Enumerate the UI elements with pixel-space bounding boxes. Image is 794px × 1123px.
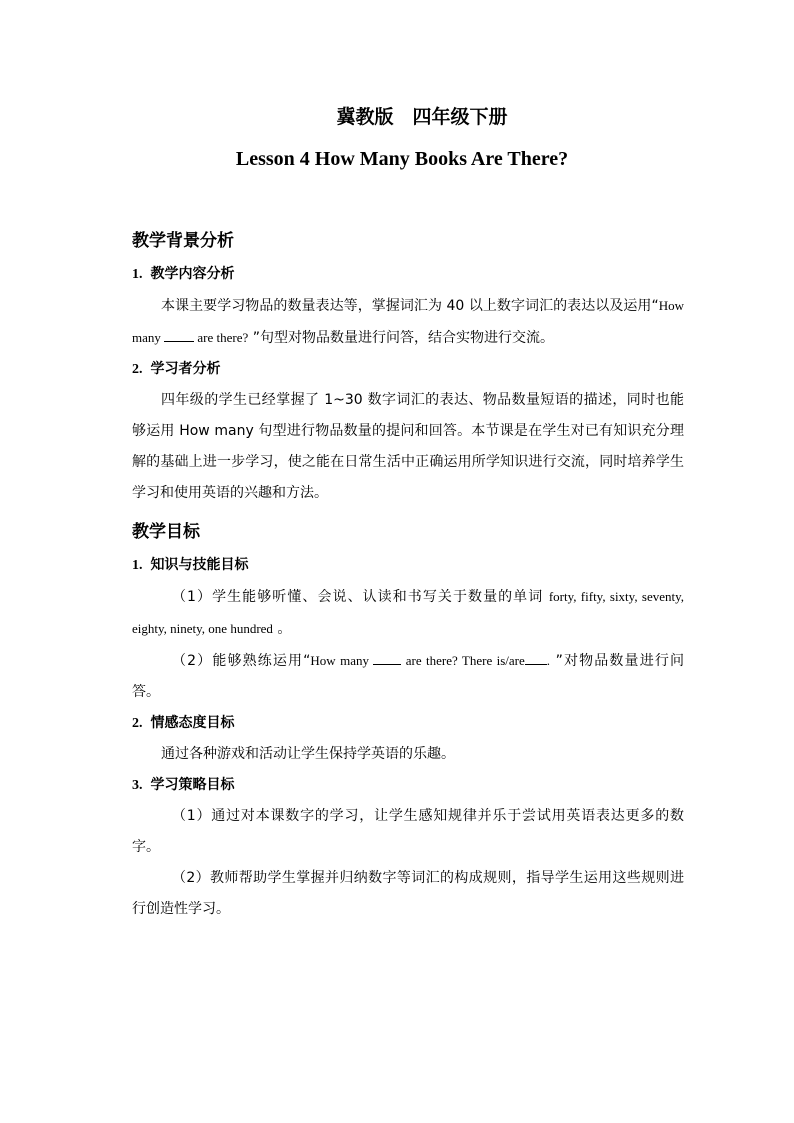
paragraph-strategy-1: （1）通过对本课数字的学习，让学生感知规律并乐于尝试用英语表达更多的数字。 — [132, 808, 684, 855]
paragraph-attitude: 通过各种游戏和活动让学生保持学英语的乐趣。 — [161, 746, 455, 762]
paragraph-text-en: . — [546, 653, 551, 668]
sub-heading-content-analysis — [132, 259, 684, 290]
paragraph-text: ”句型对物品数量进行问答，结合实物进行交流。 — [248, 330, 554, 346]
paragraph-text-en: How many — [132, 298, 684, 345]
document-title-cn: 冀教版 四年级下册 — [336, 106, 508, 128]
sub-heading-strategy — [132, 770, 684, 801]
paragraph-strategy-2: （2）教师帮助学生掌握并归纳数字等词汇的构成规则，指导学生运用这些规则进行创造性学习。 — [132, 870, 684, 917]
paragraph-text-en: forty, fifty, sixty, seventy, eighty, ninety, one hundred — [132, 589, 684, 636]
paragraph-text-en: are there? There is/are — [401, 653, 525, 668]
sub-heading-number: 2. — [132, 716, 143, 731]
fill-blank — [164, 329, 194, 342]
paragraph-text: （1）学生能够听懂、会说、认读和书写关于数量的单词 — [172, 589, 549, 605]
paragraph-text: 本课主要学习物品的数量表达等，掌握词汇为 40 以上数字词汇的表达以及运用“ — [161, 298, 659, 314]
sub-heading-text: 知识与技能目标 — [150, 557, 249, 573]
document-title-en: Lesson 4 How Many Books Are There? — [235, 148, 569, 170]
sub-heading-number: 1. — [132, 267, 143, 282]
paragraph-objective-1 — [132, 581, 684, 645]
sub-heading-text: 学习策略目标 — [150, 777, 235, 793]
sub-heading-attitude — [132, 708, 684, 739]
sub-heading-learner-analysis — [132, 354, 684, 385]
sub-heading-text: 情感态度目标 — [150, 715, 235, 731]
fill-blank — [373, 652, 401, 665]
paragraph-objective-2 — [132, 645, 684, 708]
title-block — [0, 102, 794, 172]
paragraph-text: （2）能够熟练运用“ — [172, 653, 311, 669]
paragraph-learner-analysis: 四年级的学生已经掌握了 1~30 数字词汇的表达、物品数量短语的描述，同时也能够运用 How many 句型进行物品数量的提问和回答。本节课是在学生对已有知识充分理解的基础上进一步学习，使之能在日常生活中正确运用所学知识进行交流，同时培养学生学习和使用英语的兴趣和方法。 — [132, 392, 684, 501]
fill-blank — [525, 652, 547, 665]
section-heading-objectives: 教学目标 — [132, 522, 200, 542]
paragraph-text-en: are there? — [194, 330, 249, 345]
sub-heading-text: 教学内容分析 — [150, 266, 235, 282]
sub-heading-knowledge-skills — [132, 550, 684, 581]
sub-heading-number: 3. — [132, 778, 143, 793]
paragraph-text: ”对物品数量进行问答。 — [132, 653, 684, 700]
sub-heading-number: 1. — [132, 558, 143, 573]
paragraph-text: 。 — [272, 621, 292, 637]
sub-heading-text: 学习者分析 — [150, 361, 221, 377]
paragraph-content-analysis — [132, 290, 684, 354]
sub-heading-number: 2. — [132, 362, 143, 377]
paragraph-text-en: How many — [310, 653, 374, 668]
section-heading-background: 教学背景分析 — [132, 231, 234, 251]
document-body — [132, 226, 684, 925]
